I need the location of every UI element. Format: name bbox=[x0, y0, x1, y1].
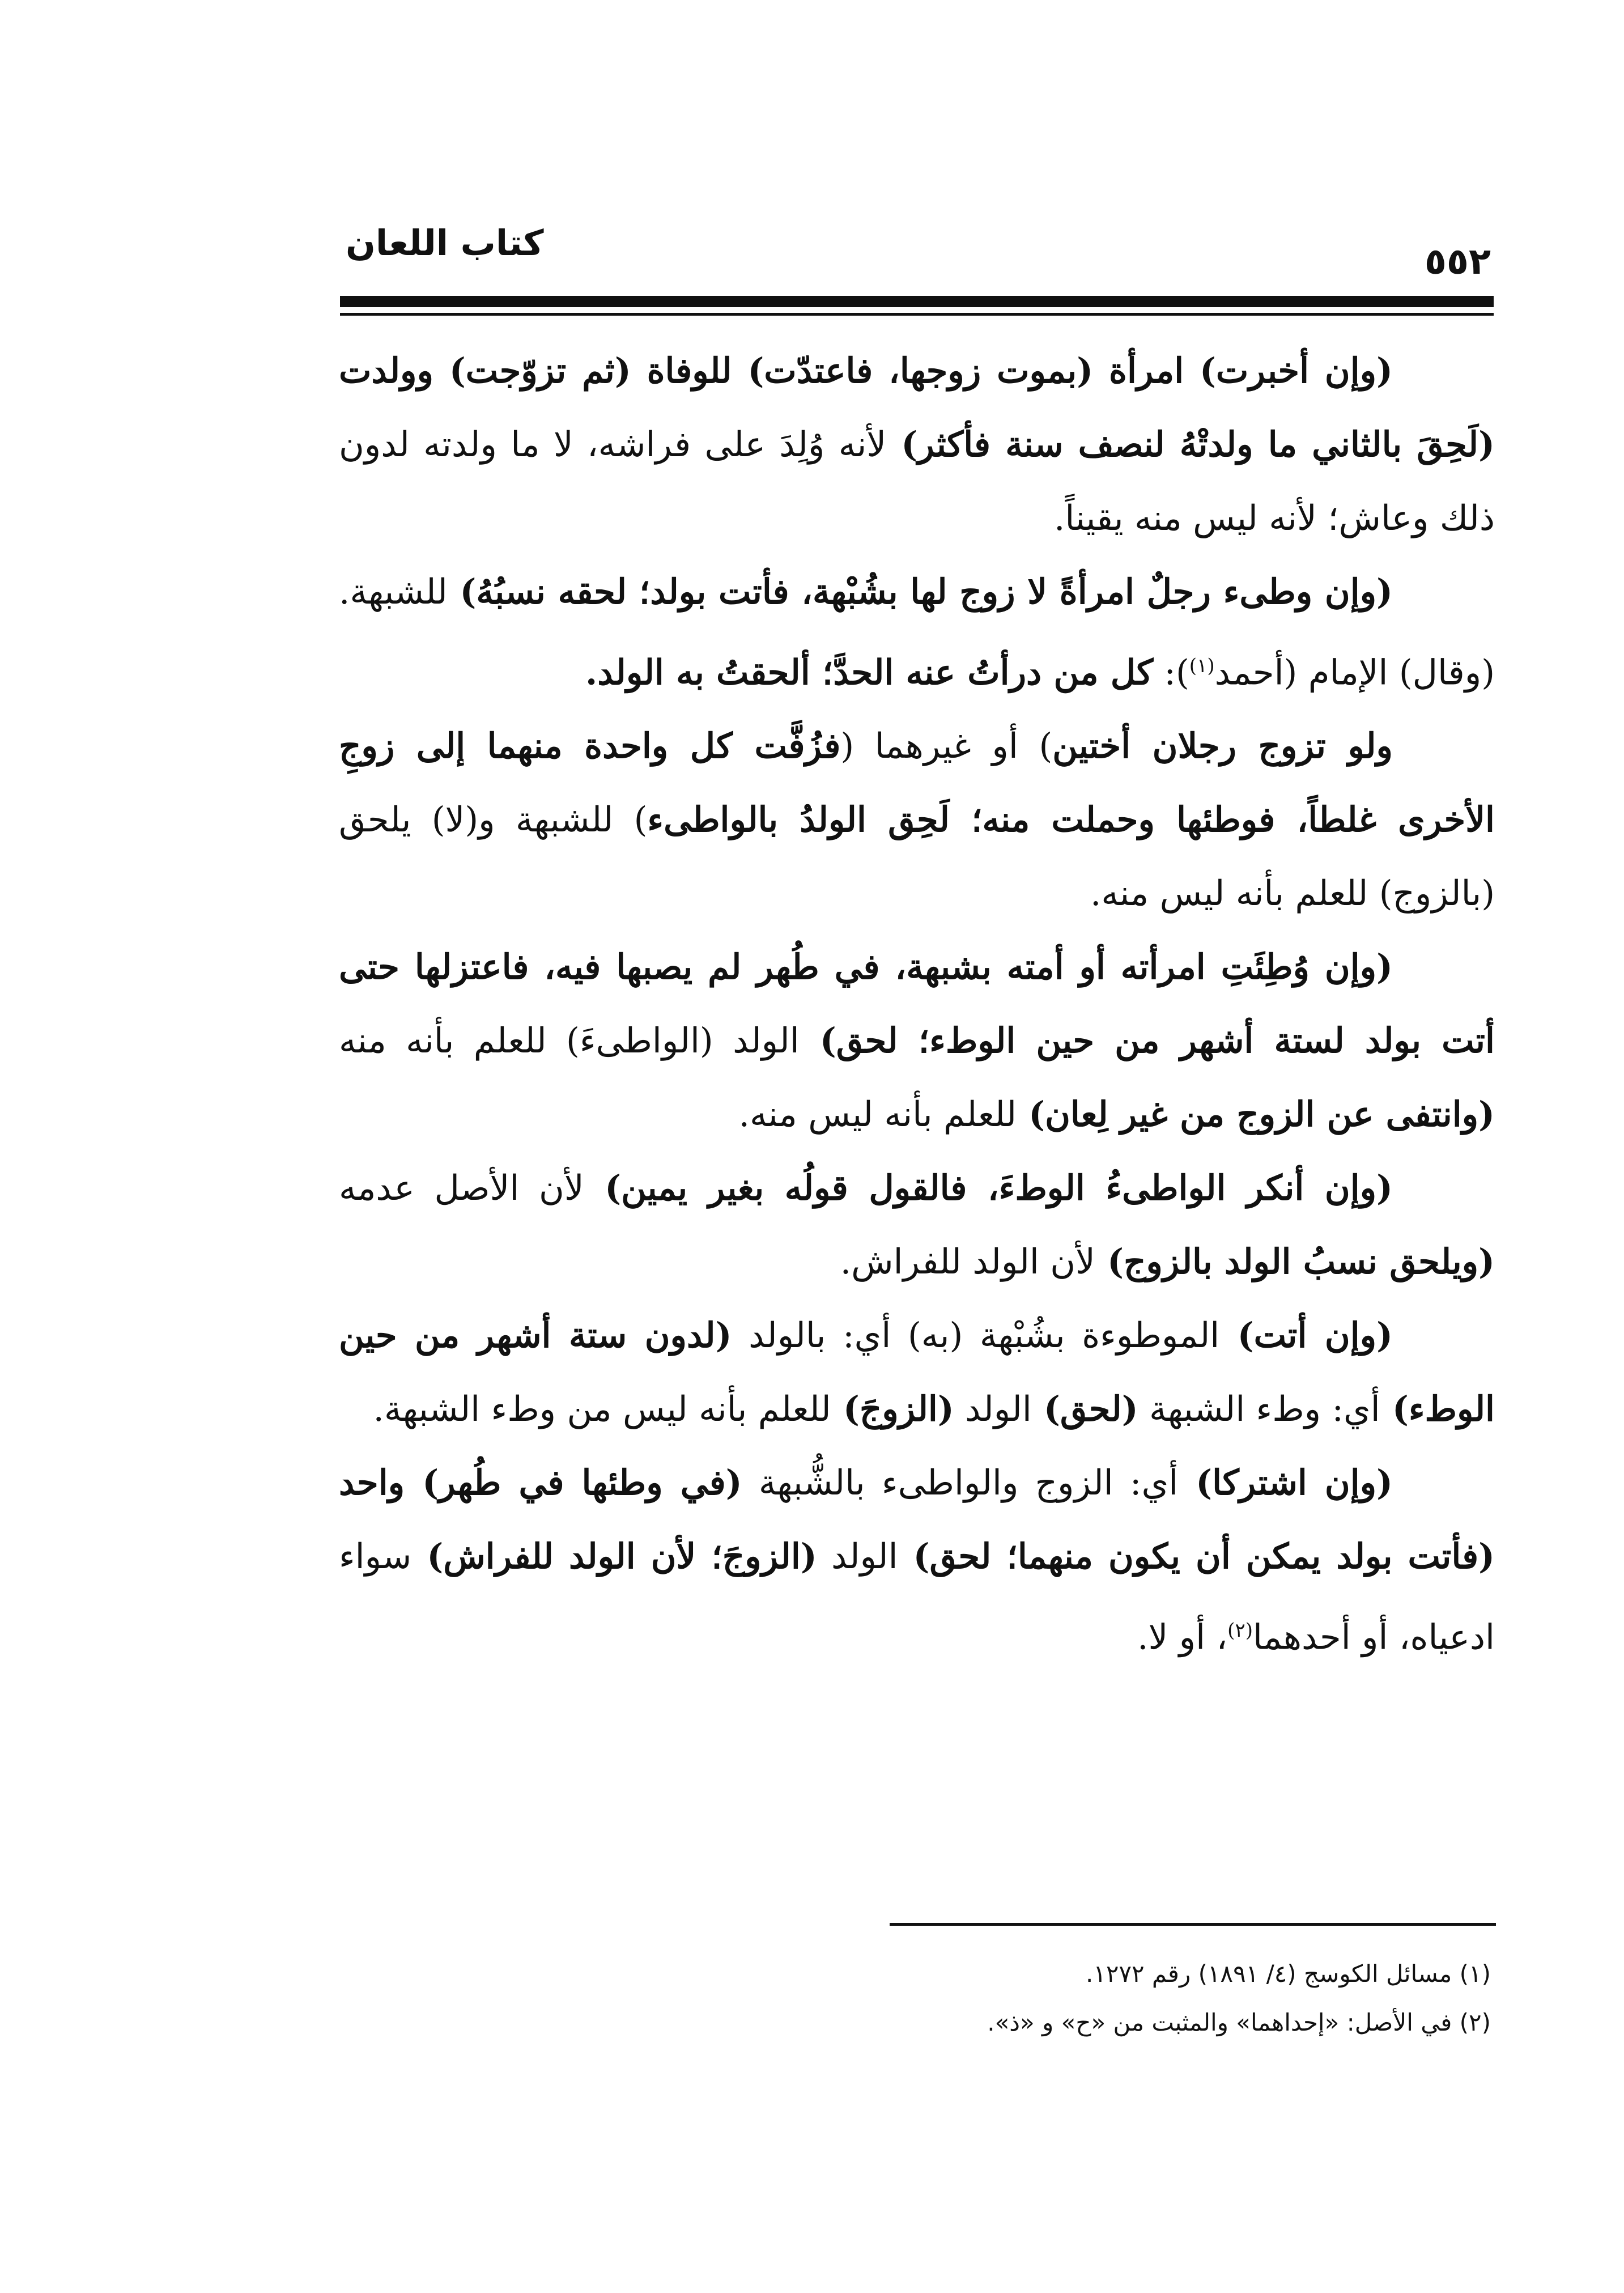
text-run: لأن الأصل عدمه bbox=[339, 1168, 584, 1209]
text-run: سواء ادعياه، أو أحدهما bbox=[339, 1536, 1495, 1658]
text-run: أي: وطء الشبهة bbox=[1138, 1389, 1380, 1430]
header-rule bbox=[340, 296, 1494, 307]
text-run: لأنه وُلِدَ على فراشه، لا ما ولدته لدون ذلك وعاش؛ لأنه ليس منه يقيناً. bbox=[339, 424, 1495, 538]
text-run: الموطوءة بشُبْهة (به) أي: بالولد bbox=[732, 1315, 1220, 1356]
text-run: أي: الزوج والواطىء بالشُّبهة bbox=[742, 1463, 1179, 1504]
footnotes bbox=[623, 1950, 1491, 2047]
text-run: الولد bbox=[817, 1536, 898, 1577]
text-run: (وإن أنكر الواطىءُ الوطءَ، فالقول قولُه بغير يمين) bbox=[584, 1168, 1393, 1209]
text-run: للعلم بأنه ليس منه. bbox=[738, 1094, 1017, 1135]
footnote-separator bbox=[890, 1923, 1496, 1926]
paragraph bbox=[339, 1446, 1495, 1674]
text-run: (الزوجَ؛ لأن الولد للفراش) bbox=[411, 1536, 817, 1577]
text-run: ولو تزوج رجلان أختين bbox=[1052, 726, 1393, 767]
text-run: (وإن وطىء رجلٌ امرأةً لا زوج لها بشُبْهة، فأتت بولد؛ لحقه نسبُهُ) bbox=[447, 572, 1393, 612]
paragraph bbox=[339, 555, 1495, 710]
text-run: للشبهة. (وقال) الإمام (أحمد bbox=[339, 572, 1495, 693]
footnote-marker: (٢) bbox=[1227, 1619, 1253, 1642]
paragraph bbox=[339, 334, 1495, 555]
text-run: (وانتفى عن الزوج من غير لِعان) bbox=[1017, 1094, 1495, 1135]
text-run: (الزوجَ) bbox=[831, 1389, 954, 1430]
text-run: (وإن أخبرت) امرأة (بموت زوجها، فاعتدّت) للوفاة (ثم تزوّجت) وولدت (لَحِقَ بالثاني ما ولدتْهُ لنصف سنة فأكثر) bbox=[339, 351, 1495, 465]
text-run: (لحق) bbox=[1031, 1389, 1138, 1430]
body-text bbox=[339, 334, 1495, 1675]
text-run: ): bbox=[1153, 652, 1189, 693]
page-number: ٥٥٢ bbox=[1424, 241, 1491, 283]
paragraph bbox=[339, 1152, 1495, 1299]
text-run: (لدون ستة أشهر من حين الوطء) bbox=[339, 1315, 1495, 1430]
text-run: ) للشبهة و(لا) يلحق (بالزوج) للعلم بأنه ليس منه. bbox=[339, 800, 1495, 914]
footnote-marker: (١) bbox=[1189, 655, 1215, 677]
text-run: (في وطئها في طُهر) واحد (فأتت بولد يمكن أن يكون منهما؛ لحق) bbox=[339, 1463, 1495, 1577]
paragraph bbox=[339, 710, 1495, 931]
text-run: ، أو لا. bbox=[1137, 1617, 1228, 1658]
text-run: الولد bbox=[954, 1389, 1032, 1430]
text-run: للعلم بأنه ليس من وطء الشبهة. bbox=[373, 1389, 831, 1430]
text-run: (ويلحق نسبُ الولد بالزوج) bbox=[1095, 1242, 1495, 1283]
text-run: الولد (الواطىءَ) للعلم بأنه منه bbox=[339, 1021, 800, 1061]
header-rule-thin bbox=[340, 313, 1494, 316]
paragraph bbox=[339, 931, 1495, 1152]
footnote-1: (١) مسائل الكوسج (٤/ ١٨٩١) رقم ١٢٧٢. bbox=[1085, 1960, 1491, 1988]
text-run: فزُفَّت كل واحدة منهما إلى زوجِ الأخرى غلطاً، فوطئها وحملت منه؛ لَحِق الولدُ بالواطىء bbox=[339, 726, 1495, 840]
text-run: (وإن أتت) bbox=[1219, 1315, 1393, 1356]
paragraph bbox=[339, 1299, 1495, 1446]
text-run: ) أو غيرهما ( bbox=[840, 726, 1053, 767]
text-run: (وإن اشتركا) bbox=[1178, 1463, 1393, 1504]
text-run: كل من درأتُ عنه الحدَّ؛ ألحقتُ به الولد. bbox=[585, 652, 1154, 693]
text-run: (وإن وُطِئَتِ امرأته أو أمته بشبهة، في طُهر لم يصبها فيه، فاعتزلها حتى أتت بولد لستة أشهر من حين الوطء؛ لحق) bbox=[339, 947, 1495, 1061]
running-title: كتاب اللعان bbox=[346, 222, 544, 264]
footnote-2: (٢) في الأصل: «إحداهما» والمثبت من «ح» و «ذ». bbox=[987, 2009, 1491, 2036]
text-run: لأن الولد للفراش. bbox=[840, 1242, 1095, 1283]
